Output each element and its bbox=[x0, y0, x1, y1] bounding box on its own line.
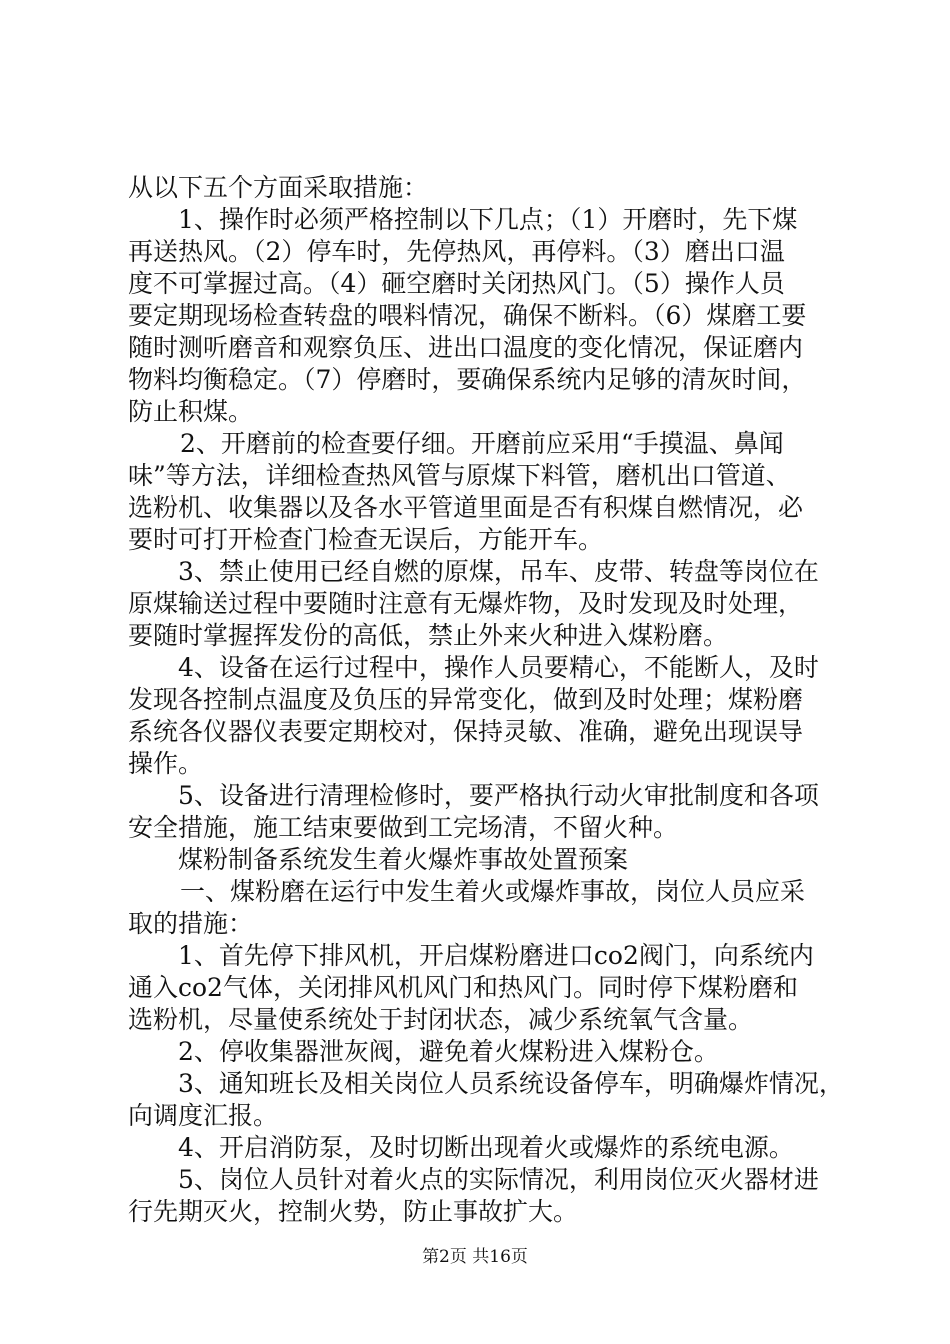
text-line: 操作。 bbox=[128, 749, 204, 778]
text-line: 向调度汇报。 bbox=[128, 1101, 279, 1130]
text-line: 要时可打开检查门检查无误后，方能开车。 bbox=[128, 525, 604, 554]
text-line: 防止积煤。 bbox=[128, 397, 254, 426]
text-line: 选粉机，尽量使系统处于封闭状态，减少系统氧气含量。 bbox=[128, 1005, 754, 1034]
text-line: 5、岗位人员针对着火点的实际情况，利用岗位灭火器材进 bbox=[178, 1165, 819, 1194]
text-line: 要随时掌握挥发份的高低，禁止外来火种进入煤粉磨。 bbox=[128, 621, 729, 650]
text-line: 1、首先停下排风机，开启煤粉磨进口co2阀门，向系统内 bbox=[178, 941, 814, 970]
text-line: 安全措施，施工结束要做到工完场清，不留火种。 bbox=[128, 813, 679, 842]
text-line: 1、操作时必须严格控制以下几点；（1）开磨时，先下煤 bbox=[178, 205, 798, 234]
text-line: 原煤输送过程中要随时注意有无爆炸物，及时发现及时处理， bbox=[128, 589, 804, 618]
text-line: 煤粉制备系统发生着火爆炸事故处置预案 bbox=[178, 845, 629, 874]
page-footer: 第2页 共16页 bbox=[422, 1247, 528, 1267]
text-line: 一、煤粉磨在运行中发生着火或爆炸事故，岗位人员应采 bbox=[180, 877, 806, 906]
text-line: 5、设备进行清理检修时，要严格执行动火审批制度和各项 bbox=[178, 781, 819, 810]
text-line: 从以下五个方面采取措施： bbox=[128, 173, 429, 202]
text-line: 度不可掌握过高。（4）砸空磨时关闭热风门。（5）操作人员 bbox=[128, 269, 785, 298]
text-line: 3、禁止使用已经自燃的原煤，吊车、皮带、转盘等岗位在 bbox=[178, 557, 819, 586]
text-line: 随时测听磨音和观察负压、进出口温度的变化情况，保证磨内 bbox=[128, 333, 804, 362]
text-line: 2、停收集器泄灰阀，避免着火煤粉进入煤粉仓。 bbox=[178, 1037, 719, 1066]
text-line: 物料均衡稳定。（7）停磨时，要确保系统内足够的清灰时间， bbox=[128, 365, 807, 394]
text-line: 4、设备在运行过程中，操作人员要精心，不能断人，及时 bbox=[178, 653, 819, 682]
text-line: 4、开启消防泵，及时切断出现着火或爆炸的系统电源。 bbox=[178, 1133, 794, 1162]
text-line: 味”等方法，详细检查热风管与原煤下料管，磨机出口管道、 bbox=[128, 461, 791, 490]
text-line: 选粉机、收集器以及各水平管道里面是否有积煤自燃情况，必 bbox=[128, 493, 804, 522]
text-line: 系统各仪器仪表要定期校对，保持灵敏、准确，避免出现误导 bbox=[128, 717, 804, 746]
text-line: 行先期灭火，控制火势，防止事故扩大。 bbox=[128, 1197, 579, 1226]
text-line: 取的措施： bbox=[128, 909, 254, 938]
text-line: 3、通知班长及相关岗位人员系统设备停车，明确爆炸情况， bbox=[178, 1069, 844, 1098]
text-line: 2、开磨前的检查要仔细。开磨前应采用“手摸温、鼻闻 bbox=[180, 429, 784, 458]
text-line: 要定期现场检查转盘的喂料情况，确保不断料。（6）煤磨工要 bbox=[128, 301, 807, 330]
text-line: 再送热风。（2）停车时，先停热风，再停料。（3）磨出口温 bbox=[128, 237, 785, 266]
text-line: 发现各控制点温度及负压的异常变化，做到及时处理；煤粉磨 bbox=[128, 685, 804, 714]
text-line: 通入co2气体，关闭排风机风门和热风门。同时停下煤粉磨和 bbox=[128, 973, 798, 1002]
